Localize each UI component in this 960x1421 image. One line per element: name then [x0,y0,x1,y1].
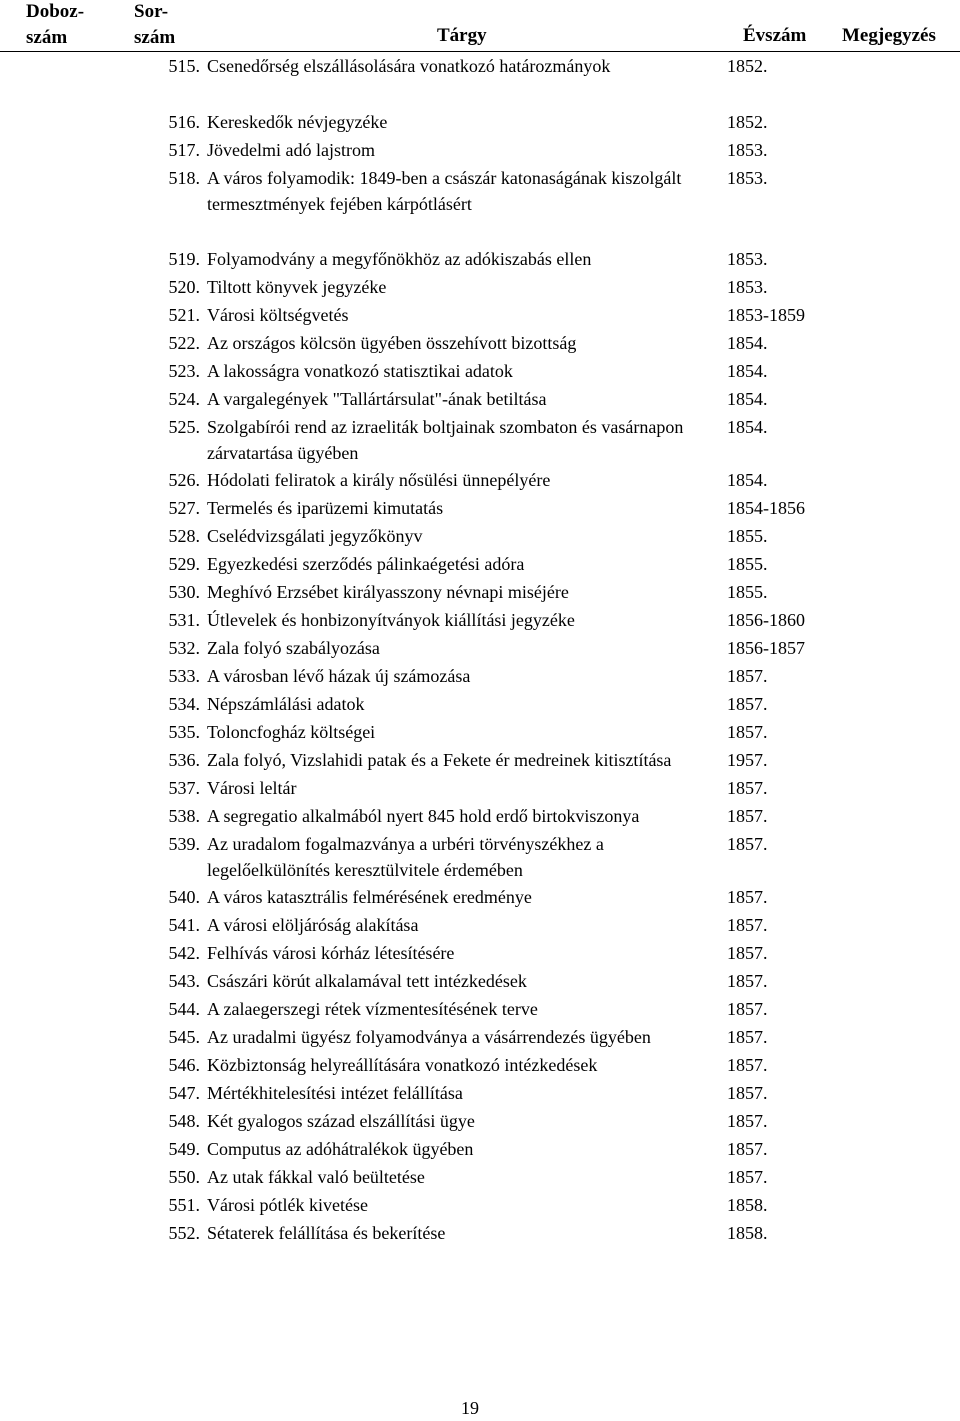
subject-cell: Városi leltár [207,778,297,798]
table-row [0,52,960,80]
serial-number-cell: 515. [168,56,200,76]
subject-cell: A lakosságra vonatkozó statisztikai adatok [207,361,513,381]
table-row [0,662,960,690]
table-body [0,52,960,1247]
table-row [0,385,960,413]
serial-number-cell: 548. [168,1111,200,1131]
subject-cell: A város katasztrális felmérésének eredménye [207,887,532,907]
year-cell: 1858. [727,1195,768,1215]
serial-number-cell: 523. [168,361,200,381]
subject-cell: Felhívás városi kórház létesítésére [207,943,455,963]
table-row [0,1023,960,1051]
year-cell: 1857. [727,666,768,686]
table-row [0,802,960,830]
year-cell: 1856-1860 [727,610,805,630]
year-cell: 1856-1857 [727,638,805,658]
column-header-serial-number-line1: Sor- [134,1,169,22]
serial-number-cell: 517. [168,140,200,160]
serial-number-cell: 539. [168,834,200,854]
year-cell: 1852. [727,112,768,132]
serial-number-cell: 535. [168,722,200,742]
subject-cell: Sétaterek felállítása és bekerítése [207,1223,446,1243]
table-row [0,1135,960,1163]
subject-cell: Meghívó Erzsébet királyasszony névnapi miséjére [207,582,569,602]
table-row [0,136,960,164]
subject-cell: Zala folyó, Vizslahidi patak és a Fekete ér medreinek kitisztítása [207,750,672,770]
year-cell: 1854. [727,361,768,381]
serial-number-cell: 520. [168,277,200,297]
column-header-serial-number [134,0,175,51]
year-cell: 1854. [727,389,768,409]
subject-cell: A vargalegények "Tallártársulat"-ának betiltása [207,389,547,409]
column-header-note: Megjegyzés [842,25,936,46]
year-cell: 1854-1856 [727,498,805,518]
serial-number-cell: 546. [168,1055,200,1075]
year-cell: 1855. [727,582,768,602]
subject-cell: Mértékhitelesítési intézet felállítása [207,1083,463,1103]
subject-cell: A városi elöljáróság alakítása [207,915,419,935]
table-row [0,522,960,550]
serial-number-cell: 530. [168,582,200,602]
subject-cell: Egyezkedési szerződés pálinkaégetési adóra [207,554,525,574]
serial-number-cell: 543. [168,971,200,991]
subject-cell: Toloncfogház költségei [207,722,376,742]
table-row [0,108,960,136]
year-cell: 1857. [727,1055,768,1075]
serial-number-cell: 527. [168,498,200,518]
year-cell: 1855. [727,554,768,574]
year-cell: 1857. [727,1083,768,1103]
subject-cell: Népszámlálási adatok [207,694,365,714]
year-cell: 1853. [727,140,768,160]
table-row [0,718,960,746]
table-header [0,0,960,52]
year-cell: 1857. [727,806,768,826]
table-row [0,1107,960,1135]
table-row [0,1051,960,1079]
table-row [0,1163,960,1191]
table-row [0,329,960,357]
subject-cell: Közbiztonság helyreállítására vonatkozó intézkedések [207,1055,598,1075]
subject-cell: Az országos kölcsön ügyében összehívott bizottság [207,333,577,353]
subject-cell: A város folyamodik: 1849-ben a császár katonaságának kiszolgált termesztmények fejében kárpótlásért [207,168,682,214]
subject-cell: Városi pótlék kivetése [207,1195,368,1215]
subject-cell: Két gyalogos század elszállítási ügye [207,1111,475,1131]
subject-cell: Városi költségvetés [207,305,349,325]
table-row [0,245,960,273]
year-cell: 1857. [727,694,768,714]
table-row [0,911,960,939]
serial-number-cell: 528. [168,526,200,546]
subject-cell: Az uradalom fogalmazványa a urbéri törvényszékhez a legelőelkülönítés keresztülvitele érdemében [207,834,604,880]
year-cell: 1854. [727,417,768,437]
column-header-box-number-line2: szám [26,27,68,48]
year-cell: 1857. [727,1167,768,1187]
page-number: 19 [461,1398,479,1418]
column-header-serial-number-line2: szám [134,27,176,48]
subject-cell: Termelés és iparüzemi kimutatás [207,498,444,518]
serial-number-cell: 547. [168,1083,200,1103]
year-cell: 1858. [727,1223,768,1243]
serial-number-cell: 544. [168,999,200,1019]
table-row [0,578,960,606]
serial-number-cell: 549. [168,1139,200,1159]
subject-cell: Zala folyó szabályozása [207,638,380,658]
serial-number-cell: 537. [168,778,200,798]
subject-cell: Az uradalmi ügyész folyamodványa a vásárrendezés ügyében [207,1027,651,1047]
table-row [0,690,960,718]
year-cell: 1855. [727,526,768,546]
serial-number-cell: 525. [168,417,200,437]
subject-cell: Szolgabírói rend az izraeliták boltjainak szombaton és vasárnapon zárvatartása ügyében [207,417,684,463]
year-cell: 1857. [727,971,768,991]
column-header-box-number [26,0,84,51]
subject-cell: A segregatio alkalmából nyert 845 hold erdő birtokviszonya [207,806,640,826]
year-cell: 1852. [727,56,768,76]
serial-number-cell: 516. [168,112,200,132]
subject-cell: Tiltott könyvek jegyzéke [207,277,387,297]
serial-number-cell: 529. [168,554,200,574]
table-row [0,494,960,522]
subject-cell: Csenedőrség elszállásolására vonatkozó határozmányok [207,56,611,76]
serial-number-cell: 531. [168,610,200,630]
table-row [0,746,960,774]
subject-cell: Cselédvizsgálati jegyzőkönyv [207,526,423,546]
subject-cell: Computus az adóhátralékok ügyében [207,1139,474,1159]
subject-cell: Útlevelek és honbizonyítványok kiállítási jegyzéke [207,610,575,630]
year-cell: 1853. [727,277,768,297]
year-cell: 1857. [727,778,768,798]
table-row [0,774,960,802]
table-row [0,301,960,329]
serial-number-cell: 541. [168,915,200,935]
table-row [0,550,960,578]
table-row [0,1191,960,1219]
table-row [0,466,960,494]
serial-number-cell: 532. [168,638,200,658]
subject-cell: A zalaegerszegi rétek vízmentesítésének terve [207,999,538,1019]
serial-number-cell: 538. [168,806,200,826]
serial-number-cell: 536. [168,750,200,770]
table-row [0,1079,960,1107]
subject-cell: Császári körút alkalamával tett intézkedések [207,971,527,991]
table-row [0,164,960,217]
serial-number-cell: 540. [168,887,200,907]
year-cell: 1857. [727,1027,768,1047]
subject-cell: Hódolati feliratok a király nősülési ünnepélyére [207,470,551,490]
subject-cell: Jövedelmi adó lajstrom [207,140,375,160]
table-row [0,1219,960,1247]
table-row [0,634,960,662]
year-cell: 1853. [727,249,768,269]
serial-number-cell: 551. [168,1195,200,1215]
year-cell: 1857. [727,887,768,907]
year-cell: 1857. [727,1139,768,1159]
table-row [0,413,960,466]
serial-number-cell: 550. [168,1167,200,1187]
year-cell: 1957. [727,750,768,770]
table-row [0,606,960,634]
year-cell: 1854. [727,470,768,490]
year-cell: 1857. [727,943,768,963]
serial-number-cell: 533. [168,666,200,686]
serial-number-cell: 542. [168,943,200,963]
table-row [0,273,960,301]
subject-cell: Kereskedők névjegyzéke [207,112,388,132]
subject-cell: Folyamodvány a megyfőnökhöz az adókiszabás ellen [207,249,592,269]
table-row [0,883,960,911]
serial-number-cell: 518. [168,168,200,188]
year-cell: 1853-1859 [727,305,805,325]
serial-number-cell: 526. [168,470,200,490]
year-cell: 1857. [727,834,768,854]
year-cell: 1854. [727,333,768,353]
serial-number-cell: 521. [168,305,200,325]
serial-number-cell: 552. [168,1223,200,1243]
serial-number-cell: 534. [168,694,200,714]
column-header-box-number-line1: Doboz- [26,1,85,22]
table-row [0,357,960,385]
table-row [0,967,960,995]
year-cell: 1857. [727,722,768,742]
serial-number-cell: 524. [168,389,200,409]
serial-number-cell: 545. [168,1027,200,1047]
subject-cell: Az utak fákkal való beültetése [207,1167,425,1187]
serial-number-cell: 519. [168,249,200,269]
year-cell: 1853. [727,168,768,188]
serial-number-cell: 522. [168,333,200,353]
year-cell: 1857. [727,1111,768,1131]
table-row [0,939,960,967]
column-header-year: Évszám [743,25,807,46]
table-row [0,830,960,883]
subject-cell: A városban lévő házak új számozása [207,666,471,686]
year-cell: 1857. [727,915,768,935]
column-header-subject: Tárgy [437,25,487,46]
table-row [0,995,960,1023]
year-cell: 1857. [727,999,768,1019]
